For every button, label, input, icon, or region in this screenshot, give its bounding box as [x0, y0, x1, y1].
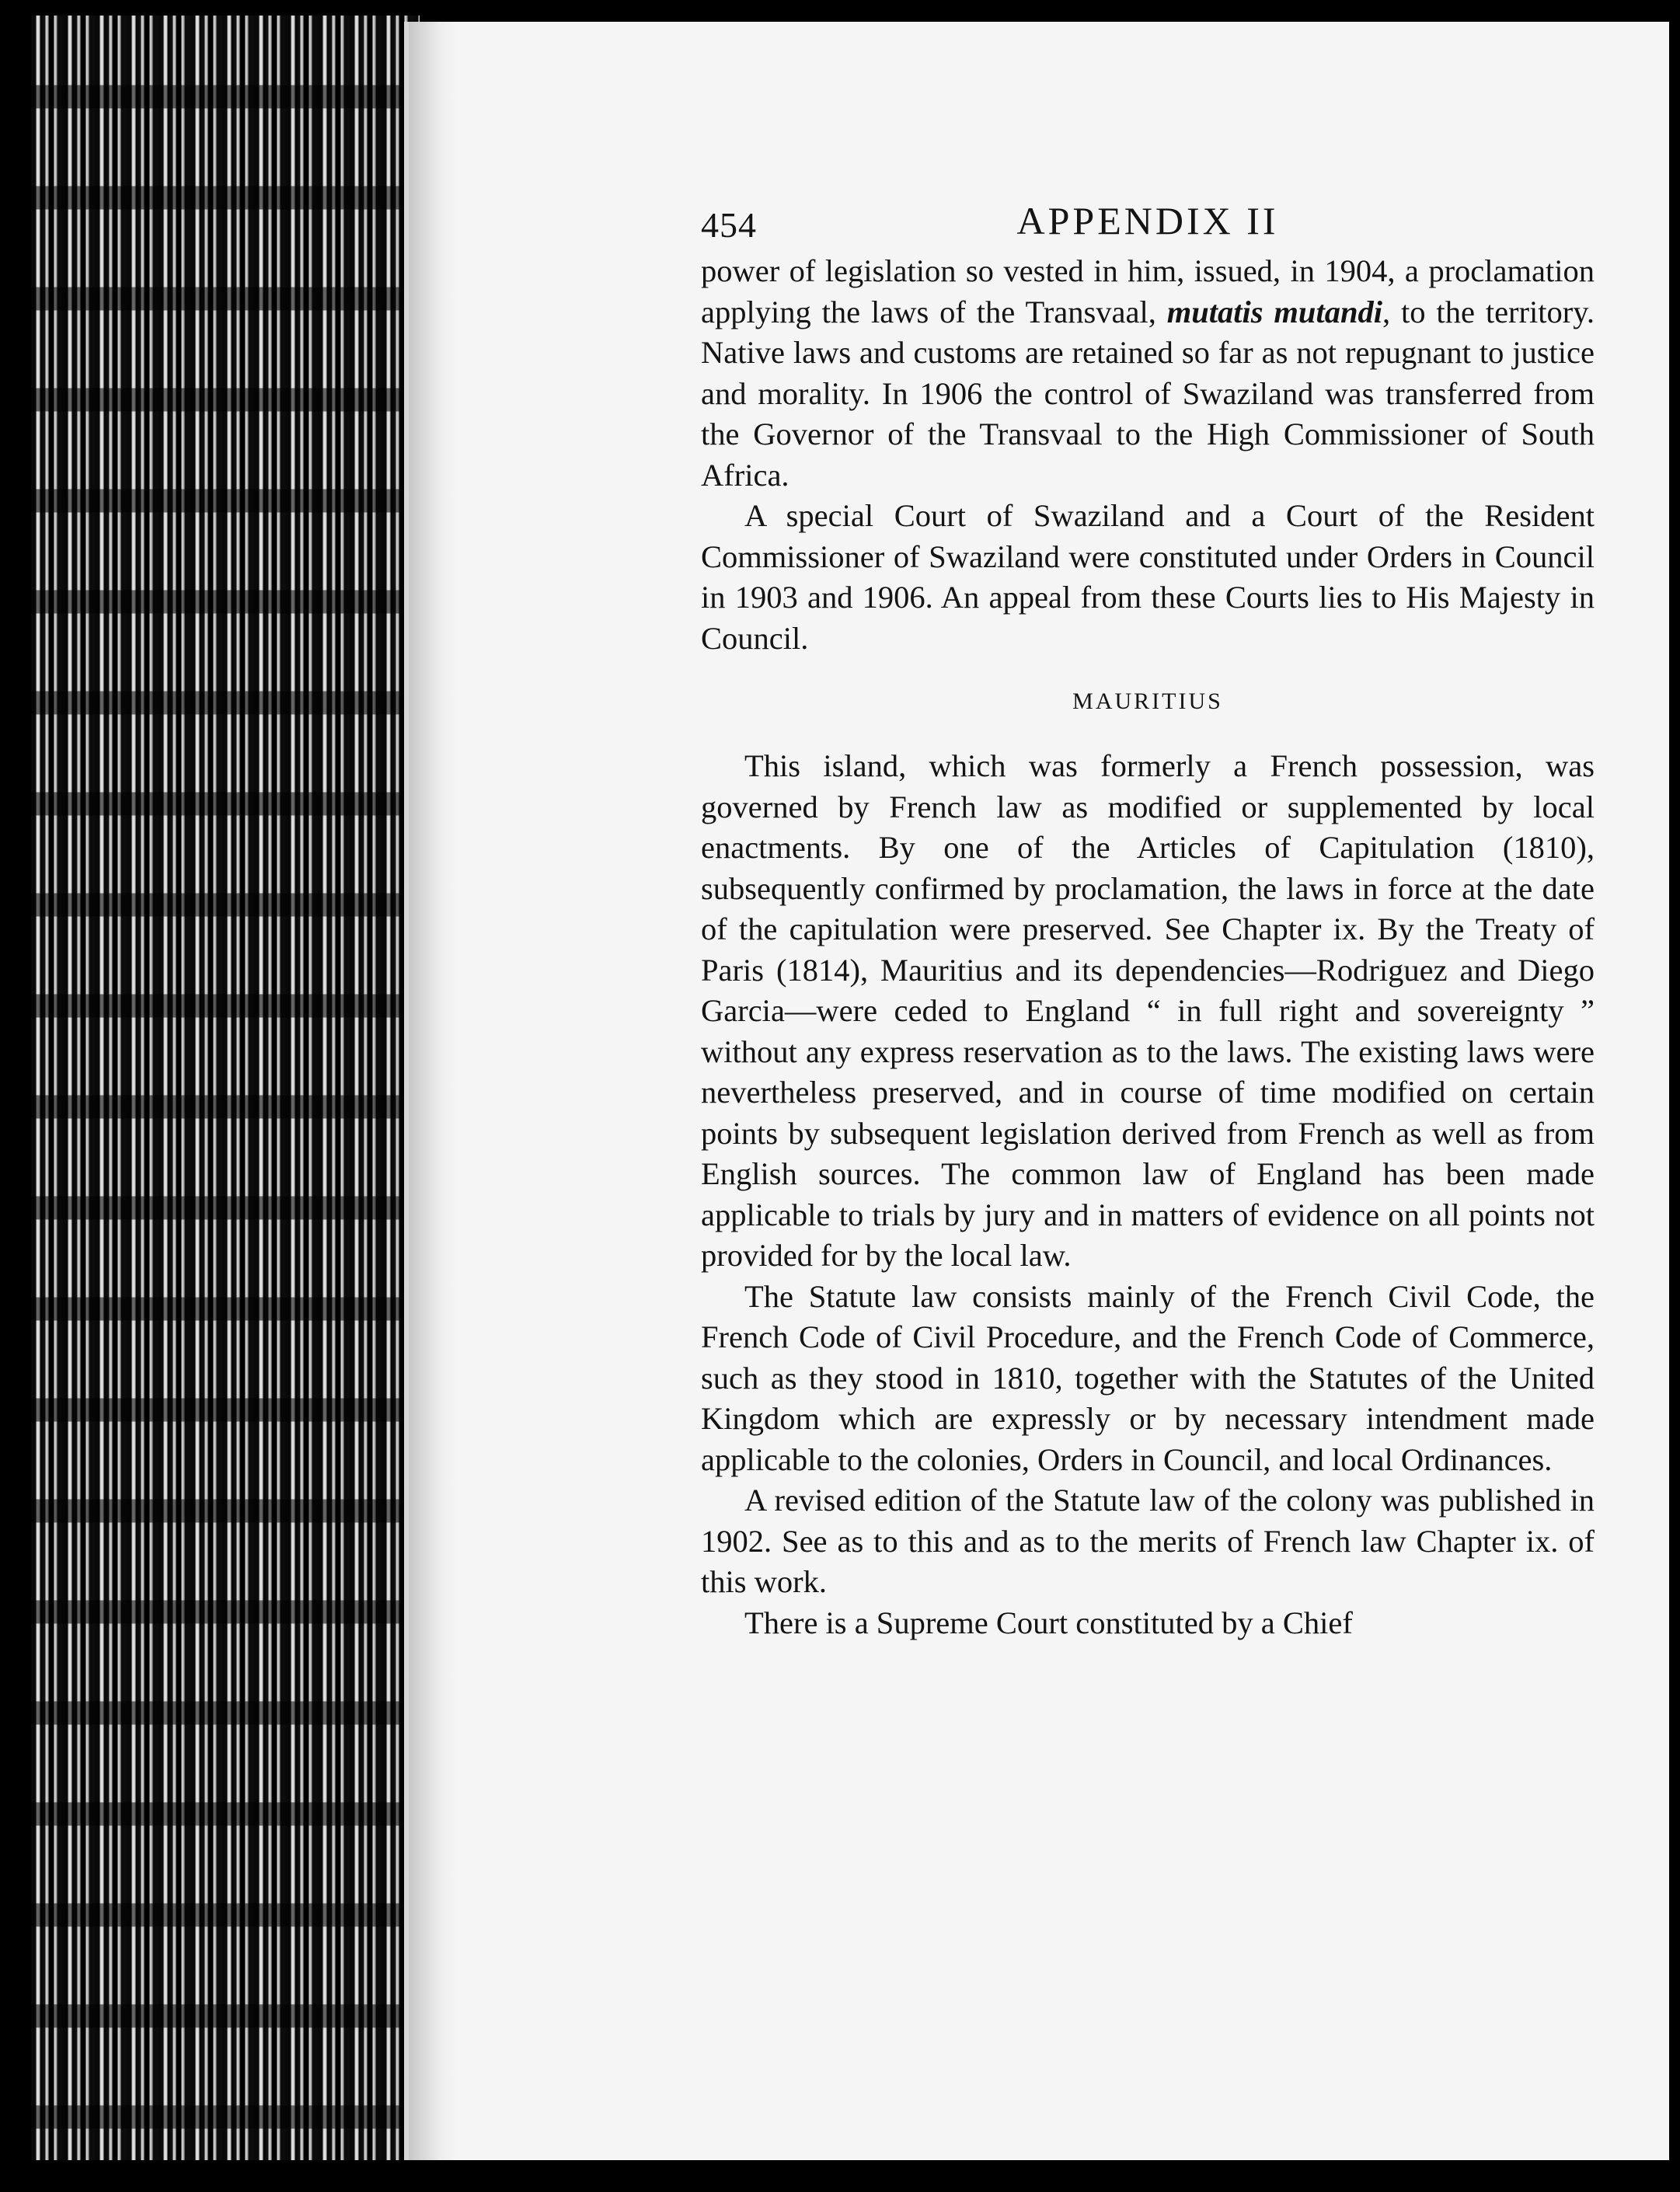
paragraph-mauritius-supreme-court: There is a Supreme Court constituted by a Chief [744, 1605, 1353, 1640]
page-number: 454 [701, 205, 757, 245]
page-edges-shading [31, 16, 420, 2160]
gutter-shadow [409, 22, 455, 2160]
paragraph-swaziland-courts: A special Court of Swaziland and a Court of the Resident Commissioner of Swaziland were constituted under Orders in Council in 1903 and 1906. An appeal from these Courts lies to His Majesty in Council. [701, 498, 1595, 656]
page-text-block [701, 181, 1595, 1643]
running-title: APPENDIX II [1016, 199, 1279, 242]
paragraph-text: , to the territory. Native laws and customs are retained so far as not repugnant to justice and morality. In 1906 the control of Swaziland was transferred from the Governor of the Transvaal to the High Commissioner of South Africa. [701, 294, 1595, 493]
paragraph-mauritius-revised-edition: A revised edition of the Statute law of the colony was published in 1902. See as to this and as to the merits of French law Chapter ix. of this work. [701, 1483, 1595, 1599]
section-heading-mauritius: MAURITIUS [1072, 688, 1223, 714]
paragraph-swaziland-legislation [701, 251, 1595, 496]
paragraph-text: power of legislation so vested in him, issued, in 1904, a proclamation applying the laws of the Transvaal, [701, 253, 1595, 329]
paragraph-mauritius-history: This island, which was formerly a French possession, was governed by French law as modified or supplemented by local enactments. By one of the Articles of Capitulation (1810), subsequently confirmed by proclamation, the laws in force at the date of the capitulation were preserved. See Chapter ix. By the Treaty of Paris (1814), Mauritius and its dependencies—Rodriguez and Diego Garcia—were ceded to England “ in full right and sovereignty ” without any express reservation as to the laws. The existing laws were nevertheless preserved, and in course of time modified on certain points by subsequent legislation derived from French as well as from English sources. The common law of England has been made applicable to trials by jury and in matters of evidence on all points not provided for by the local law. [701, 748, 1595, 1273]
paragraph-mauritius-statute-law: The Statute law consists mainly of the French Civil Code, the French Code of Civil Procedure, and the French Code of Commerce, such as they stood in 1810, together with the Statutes of the United Kingdom which are expressly or by necessary intendment made applicable to the colonies, Orders in Council, and local Ordinances. [701, 1278, 1595, 1477]
running-head [701, 181, 1595, 251]
latin-phrase: mutatis mutandi [1166, 294, 1382, 329]
book-page [404, 22, 1669, 2160]
